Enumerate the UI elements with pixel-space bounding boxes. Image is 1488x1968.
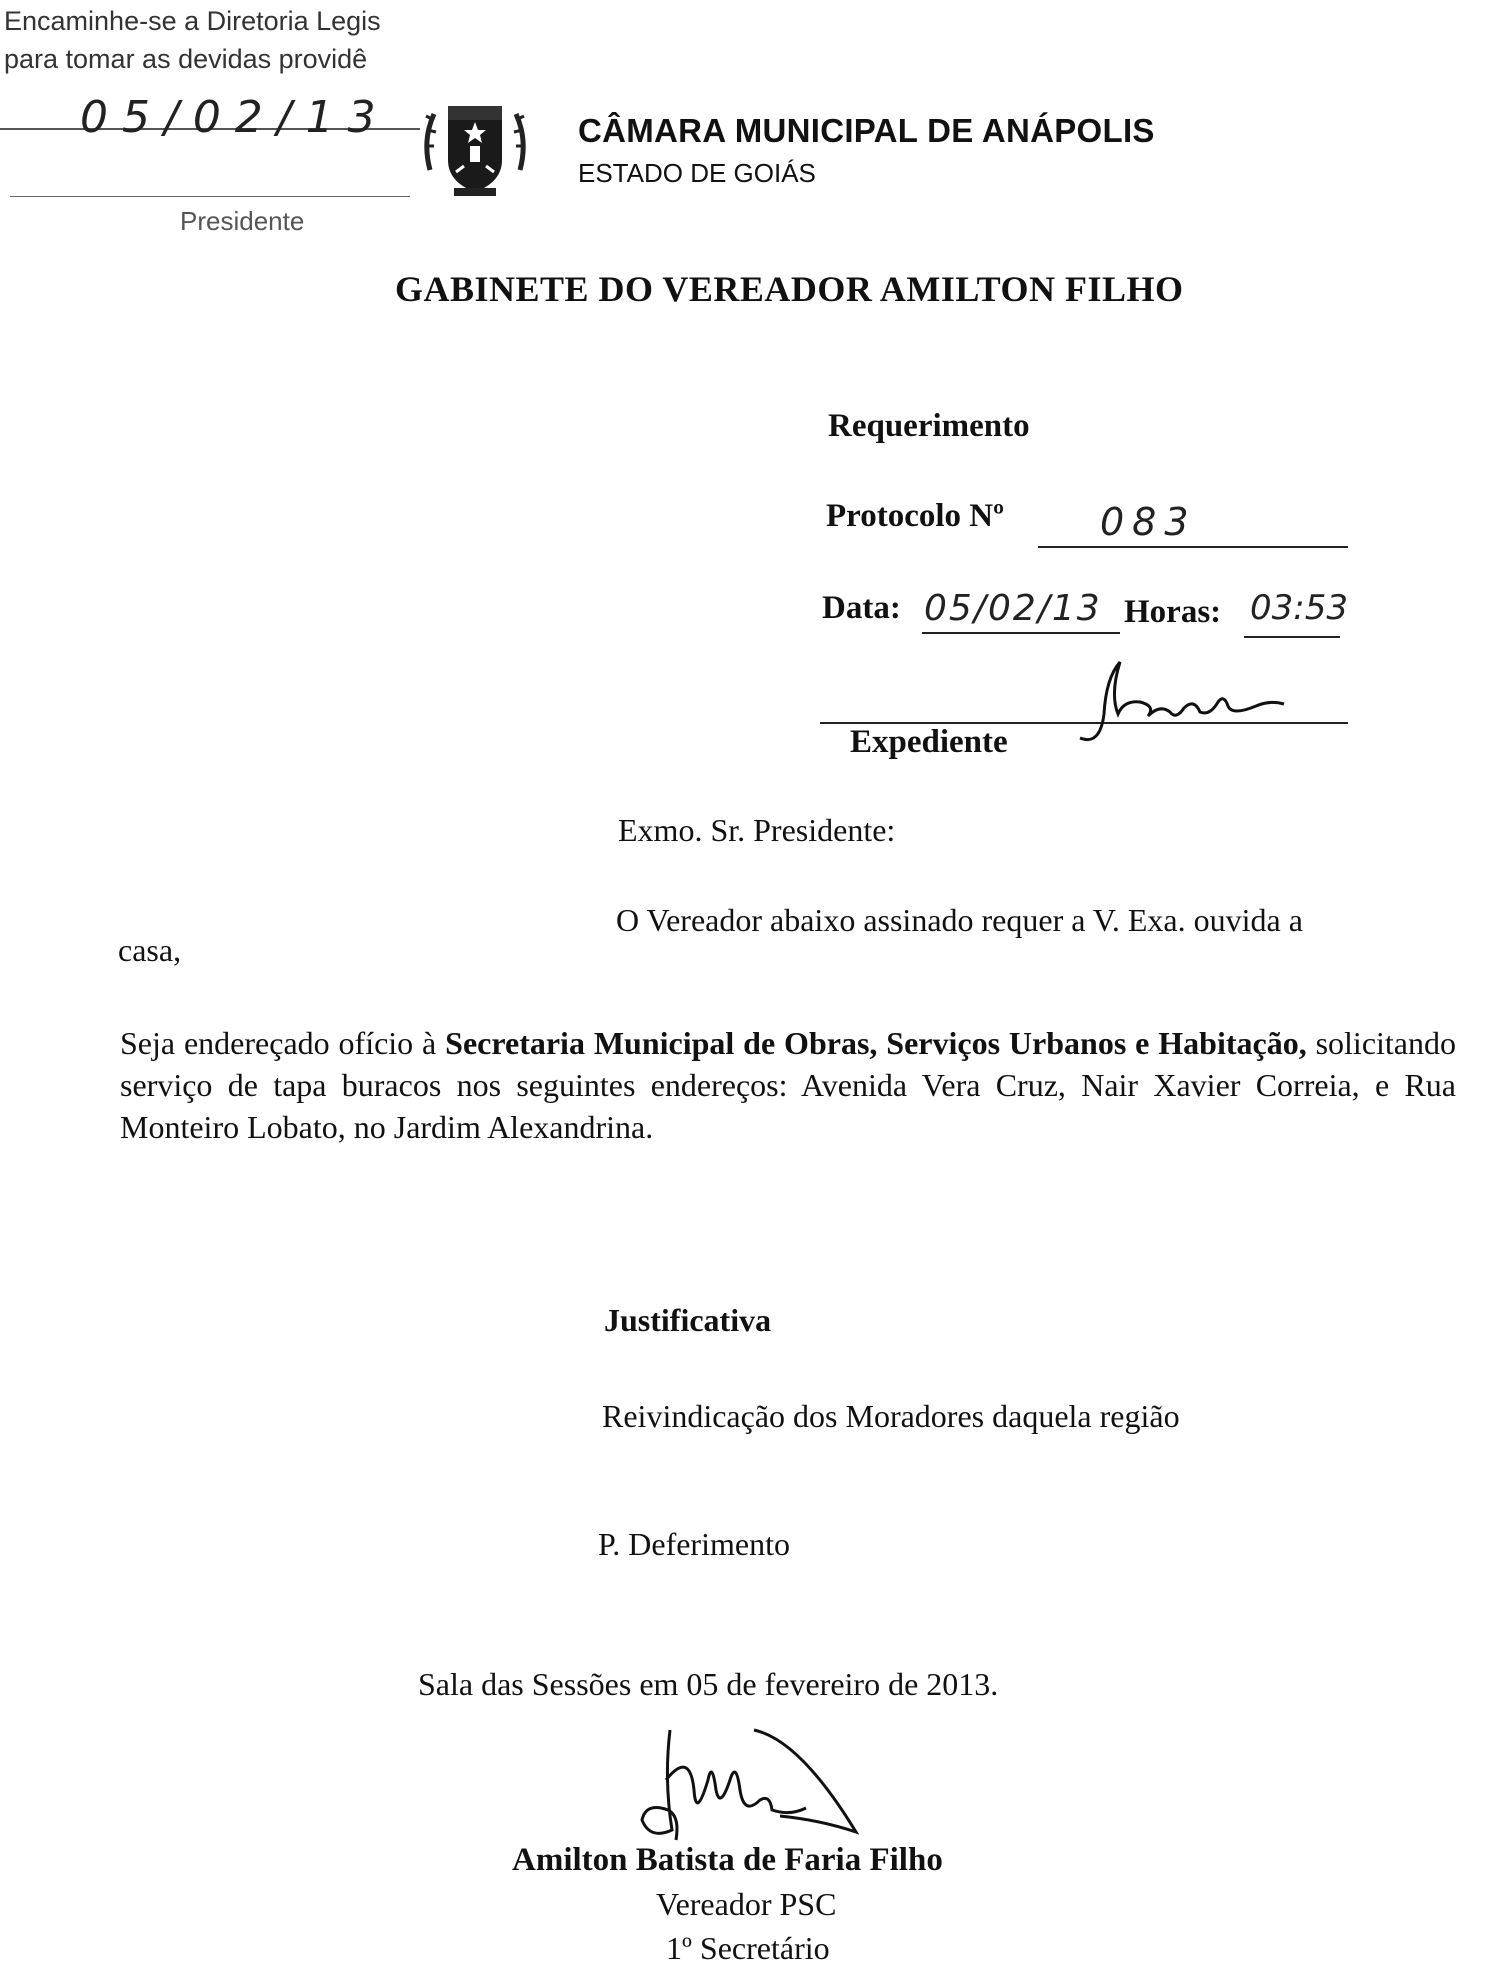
request-intro-continued: casa, <box>118 932 182 968</box>
expedient-label: Expediente <box>850 724 1008 760</box>
place-and-date: Sala das Sessões em 05 de fevereiro de 2013. <box>418 1666 999 1702</box>
document-type: Requerimento <box>828 408 1030 444</box>
institution-state: ESTADO DE GOIÁS <box>578 158 816 188</box>
date-value: 05/02/13 <box>924 588 1102 629</box>
councilman-name: Amilton Batista de Faria Filho <box>512 1842 943 1878</box>
protocol-field-rule <box>1038 546 1348 548</box>
protocol-value: 083 <box>1100 500 1197 544</box>
justification-title: Justificativa <box>604 1302 772 1338</box>
salutation: Exmo. Sr. Presidente: <box>618 812 896 848</box>
request-intro: O Vereador abaixo assinado requer a V. Exa. ouvida a <box>616 902 1303 938</box>
stamp-dispatch-line-1: Encaminhe-se a Diretoria Legis <box>4 6 381 36</box>
expedient-signature <box>1060 654 1310 754</box>
date-field-rule <box>922 632 1120 634</box>
institution-name: CÂMARA MUNICIPAL DE ANÁPOLIS <box>578 112 1155 149</box>
stamp-dispatch-line-2: para tomar as devidas providê <box>4 44 368 74</box>
request-text-part-2: solicitando serviço de tapa buracos nos seguintes endereços: Avenida Vera Cruz, Nair Xavier Correia, e Rua Monteiro Lobato, no Jardim Alexandrina. <box>120 1025 1457 1145</box>
justification-text: Reivindicação dos Moradores daquela região <box>602 1398 1180 1434</box>
date-label: Data: <box>822 590 901 626</box>
cabinet-title: GABINETE DO VEREADOR AMILTON FILHO <box>395 269 1184 309</box>
stamp-signature-rule <box>10 196 410 197</box>
request-paragraph <box>120 1022 1456 1148</box>
closing-text: P. Deferimento <box>598 1526 790 1562</box>
stamp-president-label: Presidente <box>180 206 305 236</box>
request-secretariat: Secretaria Municipal de Obras, Serviços Urbanos e Habitação, <box>445 1025 1307 1061</box>
coat-of-arms-icon <box>420 100 530 200</box>
councilman-position: 1º Secretário <box>666 1930 830 1966</box>
stamp-date: 05/02/13 <box>80 92 390 143</box>
request-text-part-1: Seja endereçado ofício à <box>120 1025 446 1061</box>
time-field-rule <box>1244 636 1340 638</box>
time-value: 03:53 <box>1250 588 1348 628</box>
time-label: Horas: <box>1124 594 1222 630</box>
protocol-label: Protocolo Nº <box>826 498 1004 534</box>
councilman-role: Vereador PSC <box>656 1886 837 1922</box>
